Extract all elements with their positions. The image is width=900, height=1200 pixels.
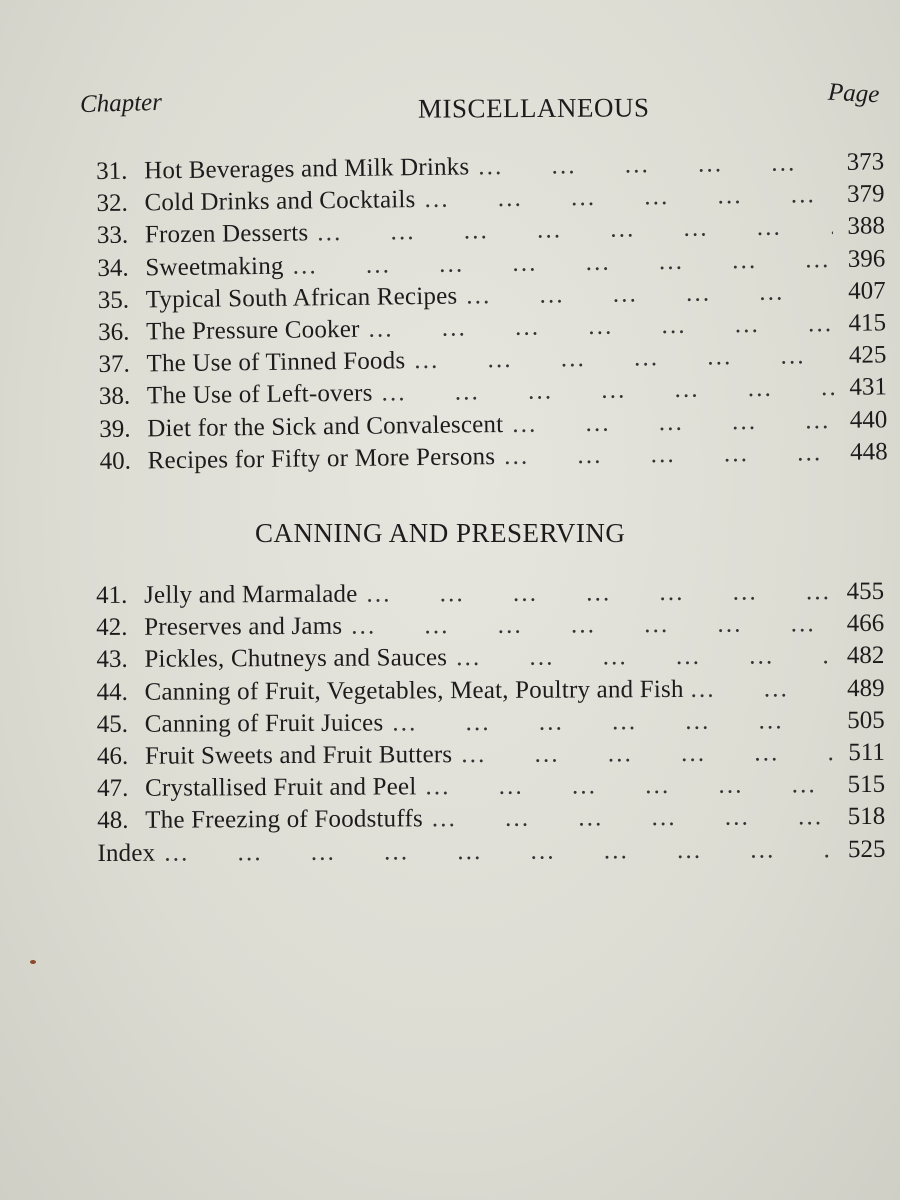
toc-entry bbox=[97, 739, 885, 775]
entry-title: Index bbox=[97, 839, 156, 867]
dot-leader bbox=[316, 213, 833, 247]
entry-title: Frozen Desserts bbox=[144, 219, 309, 249]
toc-entry bbox=[97, 771, 885, 807]
entry-page: 466 bbox=[846, 610, 885, 638]
entry-page: 407 bbox=[848, 277, 886, 305]
dot-leader bbox=[431, 803, 834, 833]
entry-page: 525 bbox=[847, 835, 886, 863]
entry-number: 31. bbox=[96, 157, 128, 185]
toc-entry bbox=[96, 610, 884, 646]
entry-page: 482 bbox=[846, 642, 885, 670]
entry-page: 415 bbox=[848, 309, 887, 337]
entry-title: Diet for the Sick and Convalescent bbox=[147, 410, 504, 442]
section-title-canning-and-preserving: CANNING AND PRESERVING bbox=[255, 518, 626, 548]
dot-leader bbox=[690, 675, 835, 704]
entry-number: 38. bbox=[98, 382, 131, 411]
entry-title: Typical South African Recipes bbox=[145, 282, 458, 314]
entry-title: Jelly and Marmalade bbox=[143, 580, 358, 609]
entry-page: 388 bbox=[847, 212, 886, 241]
entry-number: 35. bbox=[97, 286, 130, 314]
entry-page: 518 bbox=[847, 803, 886, 831]
entry-title: Fruit Sweets and Fruit Butters bbox=[144, 741, 453, 770]
dot-leader bbox=[163, 836, 833, 868]
entry-number: 42. bbox=[96, 614, 128, 642]
dot-leader bbox=[365, 578, 832, 608]
chapter-column-label: Chapter bbox=[79, 88, 163, 119]
toc-entry-index bbox=[97, 835, 885, 871]
entry-number: 43. bbox=[96, 646, 128, 674]
dot-leader bbox=[367, 310, 834, 344]
entry-title: Cold Drinks and Cocktails bbox=[144, 186, 416, 217]
entry-number: 45. bbox=[96, 710, 129, 738]
entry-page: 431 bbox=[849, 373, 888, 402]
dot-leader bbox=[413, 342, 835, 375]
entry-page: 515 bbox=[847, 770, 886, 799]
entry-title: Hot Beverages and Milk Drinks bbox=[143, 153, 470, 185]
dot-leader bbox=[291, 246, 833, 281]
dot-leader bbox=[477, 149, 832, 181]
dot-leader bbox=[460, 739, 833, 769]
toc-entry bbox=[97, 674, 885, 710]
entry-title: Canning of Fruit Juices bbox=[144, 709, 384, 738]
entry-title: Sweetmaking bbox=[145, 252, 284, 281]
entry-page: 396 bbox=[847, 244, 886, 273]
dot-leader bbox=[503, 439, 836, 471]
dot-leader bbox=[423, 181, 832, 214]
entry-title: The Use of Left-overs bbox=[146, 379, 373, 410]
dot-leader bbox=[511, 406, 835, 438]
entry-number: 40. bbox=[99, 447, 132, 475]
entry-page: 511 bbox=[848, 738, 885, 767]
entry-page: 425 bbox=[848, 341, 887, 369]
entry-page: 505 bbox=[847, 706, 885, 734]
dot-leader bbox=[380, 374, 835, 408]
entry-page: 379 bbox=[846, 180, 885, 209]
entry-number: 44. bbox=[96, 678, 128, 706]
dot-leader bbox=[391, 707, 833, 737]
entry-title: Preserves and Jams bbox=[144, 612, 343, 641]
entry-title: Recipes for Fifty or More Persons bbox=[147, 442, 496, 475]
entry-number: 37. bbox=[98, 350, 130, 379]
toc-entry bbox=[97, 803, 885, 839]
entry-title: Crystallised Fruit and Peel bbox=[145, 773, 417, 802]
entry-page: 440 bbox=[849, 405, 888, 434]
entry-number: 46. bbox=[96, 742, 129, 770]
entry-title: The Pressure Cooker bbox=[145, 315, 360, 346]
section-title-miscellaneous: MISCELLANEOUS bbox=[417, 92, 650, 124]
entry-page: 373 bbox=[846, 148, 885, 176]
entry-number: 36. bbox=[97, 318, 130, 346]
entry-number: 47. bbox=[97, 774, 129, 803]
entry-number: 39. bbox=[99, 415, 131, 443]
dot-leader bbox=[350, 610, 832, 641]
entry-page: 489 bbox=[846, 674, 885, 702]
entry-title: Pickles, Chutneys and Sauces bbox=[144, 644, 448, 674]
toc-entry bbox=[96, 578, 884, 614]
toc-entry bbox=[96, 642, 884, 678]
entry-number: 41. bbox=[96, 581, 128, 609]
page-column-label: Page bbox=[827, 78, 881, 109]
entry-number: 34. bbox=[97, 254, 129, 282]
toc-list-miscellaneous bbox=[96, 148, 888, 479]
dot-leader bbox=[424, 771, 833, 801]
entry-page: 448 bbox=[849, 438, 888, 466]
toc-entry bbox=[97, 707, 885, 743]
entry-number: 32. bbox=[96, 189, 128, 218]
entry-page: 455 bbox=[846, 577, 885, 606]
entry-title: The Freezing of Foodstuffs bbox=[145, 805, 423, 835]
toc-list-canning-and-preserving bbox=[96, 578, 886, 872]
paper-stain bbox=[30, 960, 36, 964]
entry-number: 48. bbox=[97, 807, 129, 835]
entry-title: Canning of Fruit, Vegetables, Meat, Poultry and Fish bbox=[144, 675, 684, 706]
entry-title: The Use of Tinned Foods bbox=[146, 347, 406, 378]
dot-leader bbox=[455, 643, 832, 673]
dot-leader bbox=[465, 278, 834, 310]
entry-number: 33. bbox=[96, 221, 129, 250]
